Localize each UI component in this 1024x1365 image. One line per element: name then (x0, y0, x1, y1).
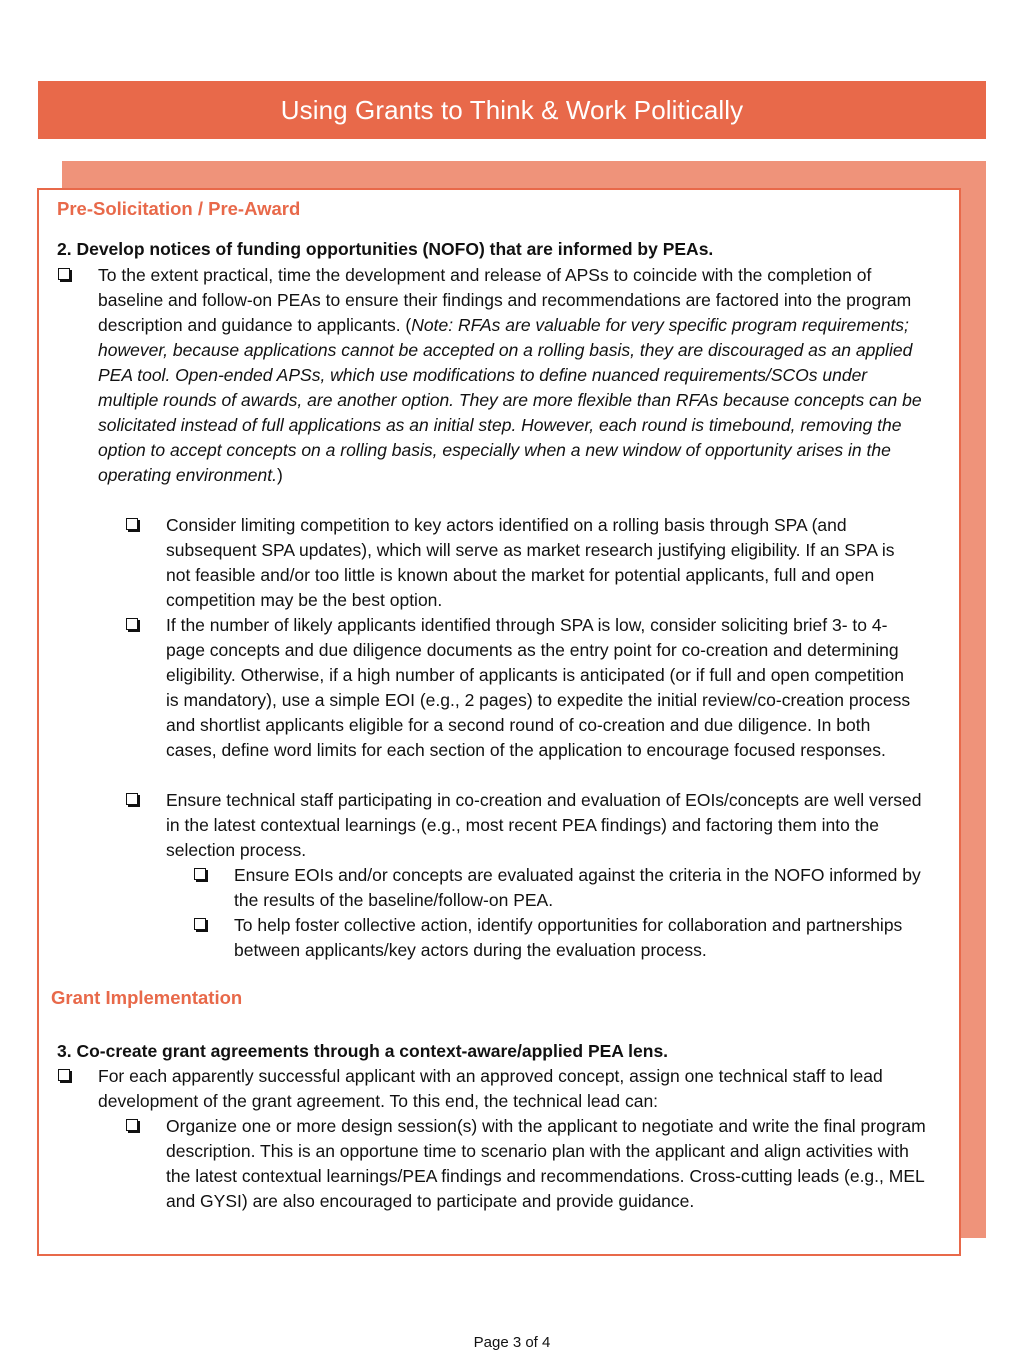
list-item: Ensure technical staff participating in co-creation and evaluation of EOIs/concepts are well versed in the latest contextual learnings (e.g., most recent PEA findings) and factoring them into the selection process. (166, 790, 922, 860)
page-title: Using Grants to Think & Work Politically (280, 94, 744, 125)
item-text-close: ) (277, 465, 283, 485)
checkbox-icon (126, 793, 138, 805)
page-number: Page 3 of 4 (473, 1334, 551, 1351)
list-item (98, 263, 930, 488)
checkbox-icon (194, 868, 206, 880)
checkbox-icon (58, 268, 70, 280)
checkbox-icon (126, 618, 138, 630)
list-item: Ensure EOIs and/or concepts are evaluated against the criteria in the NOFO informed by the results of the baseline/follow-on PEA. (234, 865, 921, 910)
checkbox-icon (58, 1069, 70, 1081)
step-3-title: 3. Co-create grant agreements through a context-aware/applied PEA lens. (57, 1041, 669, 1061)
step-2-title: 2. Develop notices of funding opportunities (NOFO) that are informed by PEAs. (57, 239, 714, 259)
list-item: If the number of likely applicants identified through SPA is low, consider soliciting brief 3- to 4-page concepts and due diligence documents as the entry point for co-creation and determining eligibility. Otherwise, if a high number of applicants is anticipated (or if full and open competition is mandatory), use a simple EOI (e.g., 2 pages) to expedite the initial review/co-creation process and shortlist applicants eligible for a second round of co-creation and due diligence. In both cases, define word limits for each section of the application to encourage focused responses. (166, 615, 911, 760)
header-banner (38, 81, 986, 139)
section-heading-grant-implementation: Grant Implementation (51, 987, 243, 1008)
list-item: Organize one or more design session(s) with the applicant to negotiate and write the final program description. This is an opportune time to scenario plan with the applicant and align activities with the latest contextual learnings/PEA findings and recommendations. Cross-cutting leads (e.g., MEL and GYSI) are also encouraged to participate and provide guidance. (166, 1116, 926, 1211)
list-item: To help foster collective action, identify opportunities for collaboration and partnerships between applicants/key actors during the evaluation process. (234, 915, 903, 960)
item-text: To the extent practical, time the development and release of APSs to coincide with the completion of baseline and follow-on PEAs to ensure their findings and recommendations are factored into the program description and guidance to applicants. ( (98, 265, 912, 335)
list-item: For each apparently successful applicant with an approved concept, assign one technical staff to lead development of the grant agreement. To this end, the technical lead can: (98, 1066, 883, 1111)
list-item: Consider limiting competition to key actors identified on a rolling basis through SPA (and subsequent SPA updates), which will serve as market research justifying eligibility. If an SPA is not feasible and/or too little is known about the market for potential applicants, full and open competition may be the best option. (166, 515, 895, 610)
checkbox-icon (126, 518, 138, 530)
checkbox-icon (126, 1119, 138, 1131)
section-heading-pre-solicitation: Pre-Solicitation / Pre-Award (57, 198, 301, 219)
note-text: RFAs are valuable for very specific program requirements; however, because applications cannot be accepted on a rolling basis, they are discouraged as an applied PEA tool. Open-ended APSs, which use modifications to define nuanced requirements/SCOs under multiple rounds of awards, are another option. They are more flexible than RFAs because concepts can be solicitated instead of full applications as an initial step. However, each round is timebound, removing the option to accept concepts on a rolling basis, especially when a new window of opportunity arises in the operating environment. (98, 315, 922, 485)
note-label: Note: (411, 315, 454, 335)
checkbox-icon (194, 918, 206, 930)
